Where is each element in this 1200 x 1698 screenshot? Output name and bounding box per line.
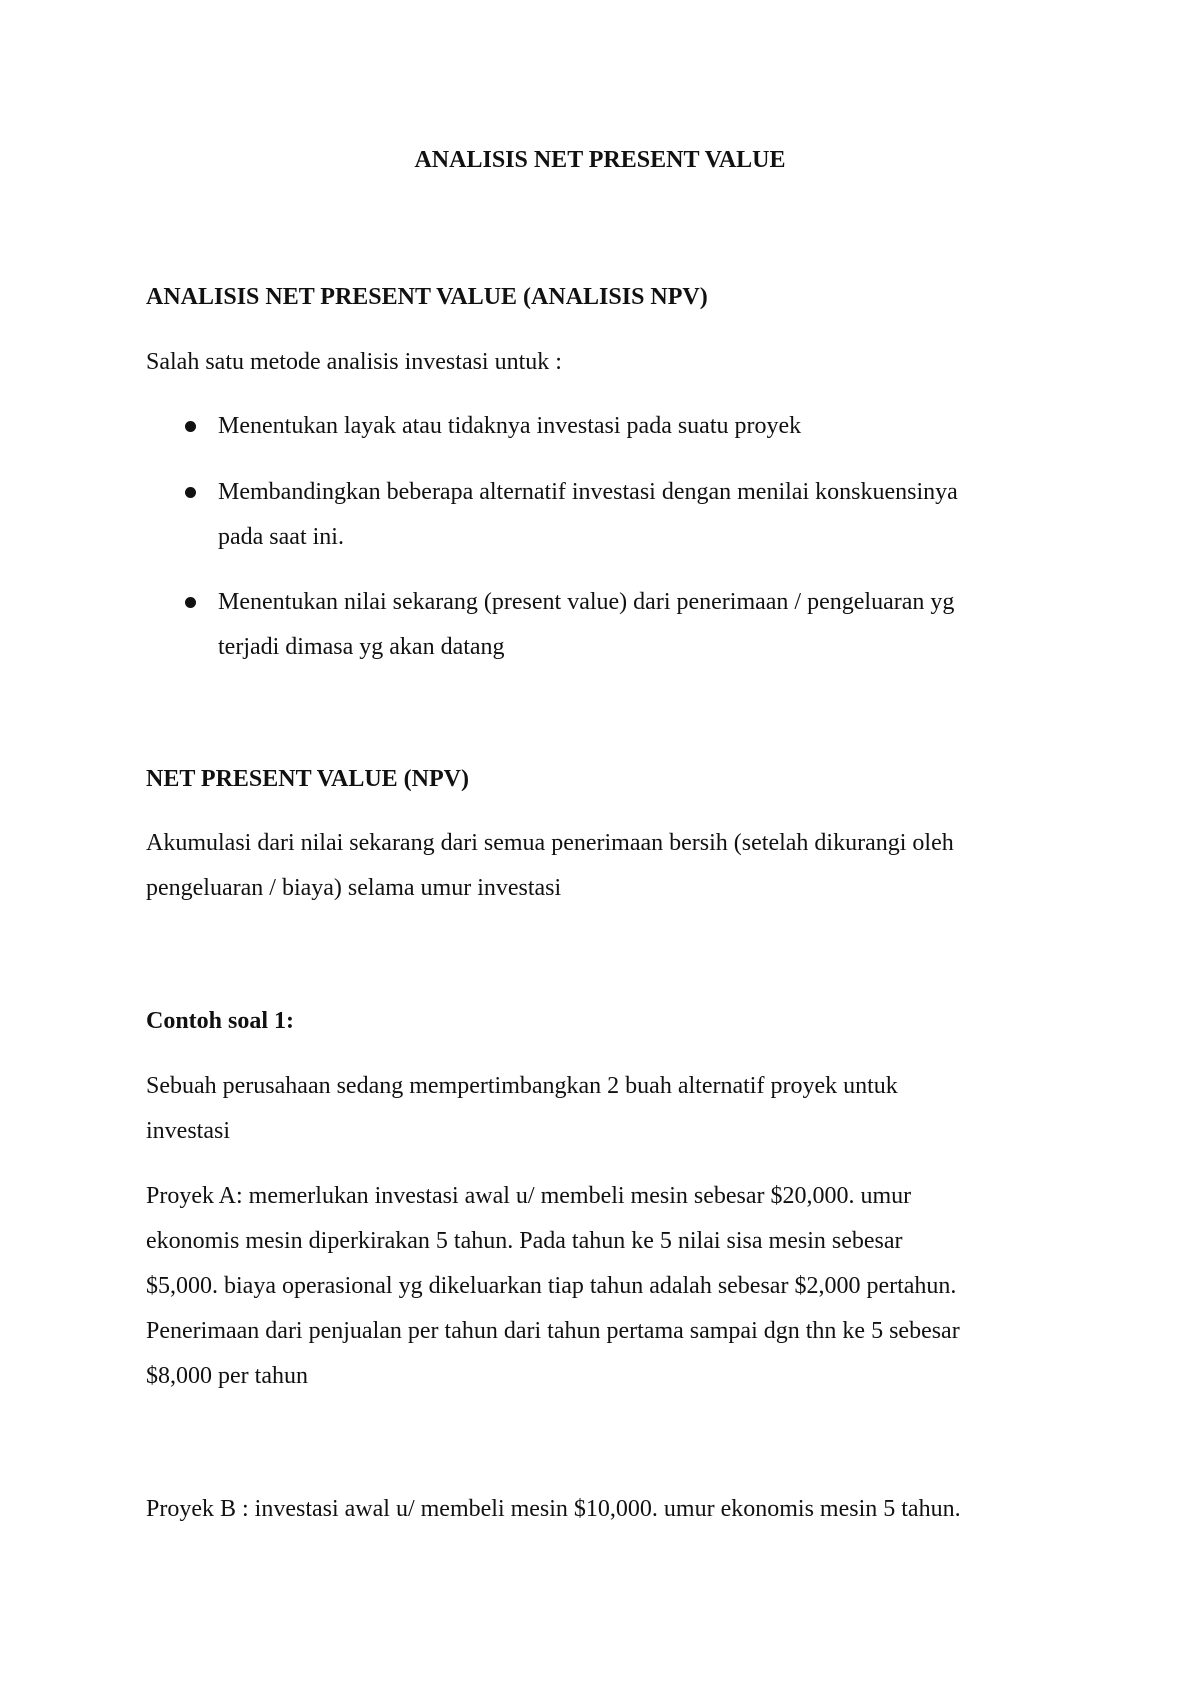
npv-definition-line-2: pengeluaran / biaya) selama umur investasi [146, 875, 562, 901]
bullet-item-1-line-1: Menentukan layak atau tidaknya investasi pada suatu proyek [218, 413, 802, 439]
proyek-a-line-4: Penerimaan dari penjualan per tahun dari tahun pertama sampai dgn thn ke 5 sebesar [146, 1318, 960, 1344]
section-heading-npv: NET PRESENT VALUE (NPV) [146, 766, 469, 792]
contoh-intro-line-1: Sebuah perusahaan sedang mempertimbangkan 2 buah alternatif proyek untuk [146, 1073, 898, 1099]
bullet-icon [185, 421, 196, 432]
bullet-item-3-line-1: Menentukan nilai sekarang (present value) dari penerimaan / pengeluaran yg [218, 589, 955, 615]
proyek-a-line-1: Proyek A: memerlukan investasi awal u/ membeli mesin sebesar $20,000. umur [146, 1183, 912, 1209]
contoh-intro-line-2: investasi [146, 1118, 230, 1144]
bullet-item-2-line-2: pada saat ini. [218, 524, 344, 550]
bullet-icon [185, 487, 196, 498]
proyek-a-line-2: ekonomis mesin diperkirakan 5 tahun. Pada tahun ke 5 nilai sisa mesin sebesar [146, 1228, 903, 1254]
section-heading-analisis-npv: ANALISIS NET PRESENT VALUE (ANALISIS NPV) [146, 284, 708, 310]
section-heading-contoh-soal: Contoh soal 1: [146, 1008, 295, 1034]
proyek-a-line-3: $5,000. biaya operasional yg dikeluarkan tiap tahun adalah sebesar $2,000 pertahun. [146, 1273, 957, 1299]
bullet-item-3-line-2: terjadi dimasa yg akan datang [218, 634, 505, 660]
document-title: ANALISIS NET PRESENT VALUE [414, 147, 786, 173]
npv-definition-line-1: Akumulasi dari nilai sekarang dari semua penerimaan bersih (setelah dikurangi oleh [146, 830, 954, 856]
proyek-a-line-5: $8,000 per tahun [146, 1363, 308, 1389]
bullet-item-2-line-1: Membandingkan beberapa alternatif investasi dengan menilai konskuensinya [218, 479, 958, 505]
bullet-icon [185, 597, 196, 608]
section-intro: Salah satu metode analisis investasi untuk : [146, 349, 562, 375]
proyek-b-line-1: Proyek B : investasi awal u/ membeli mesin $10,000. umur ekonomis mesin 5 tahun. [146, 1496, 961, 1522]
